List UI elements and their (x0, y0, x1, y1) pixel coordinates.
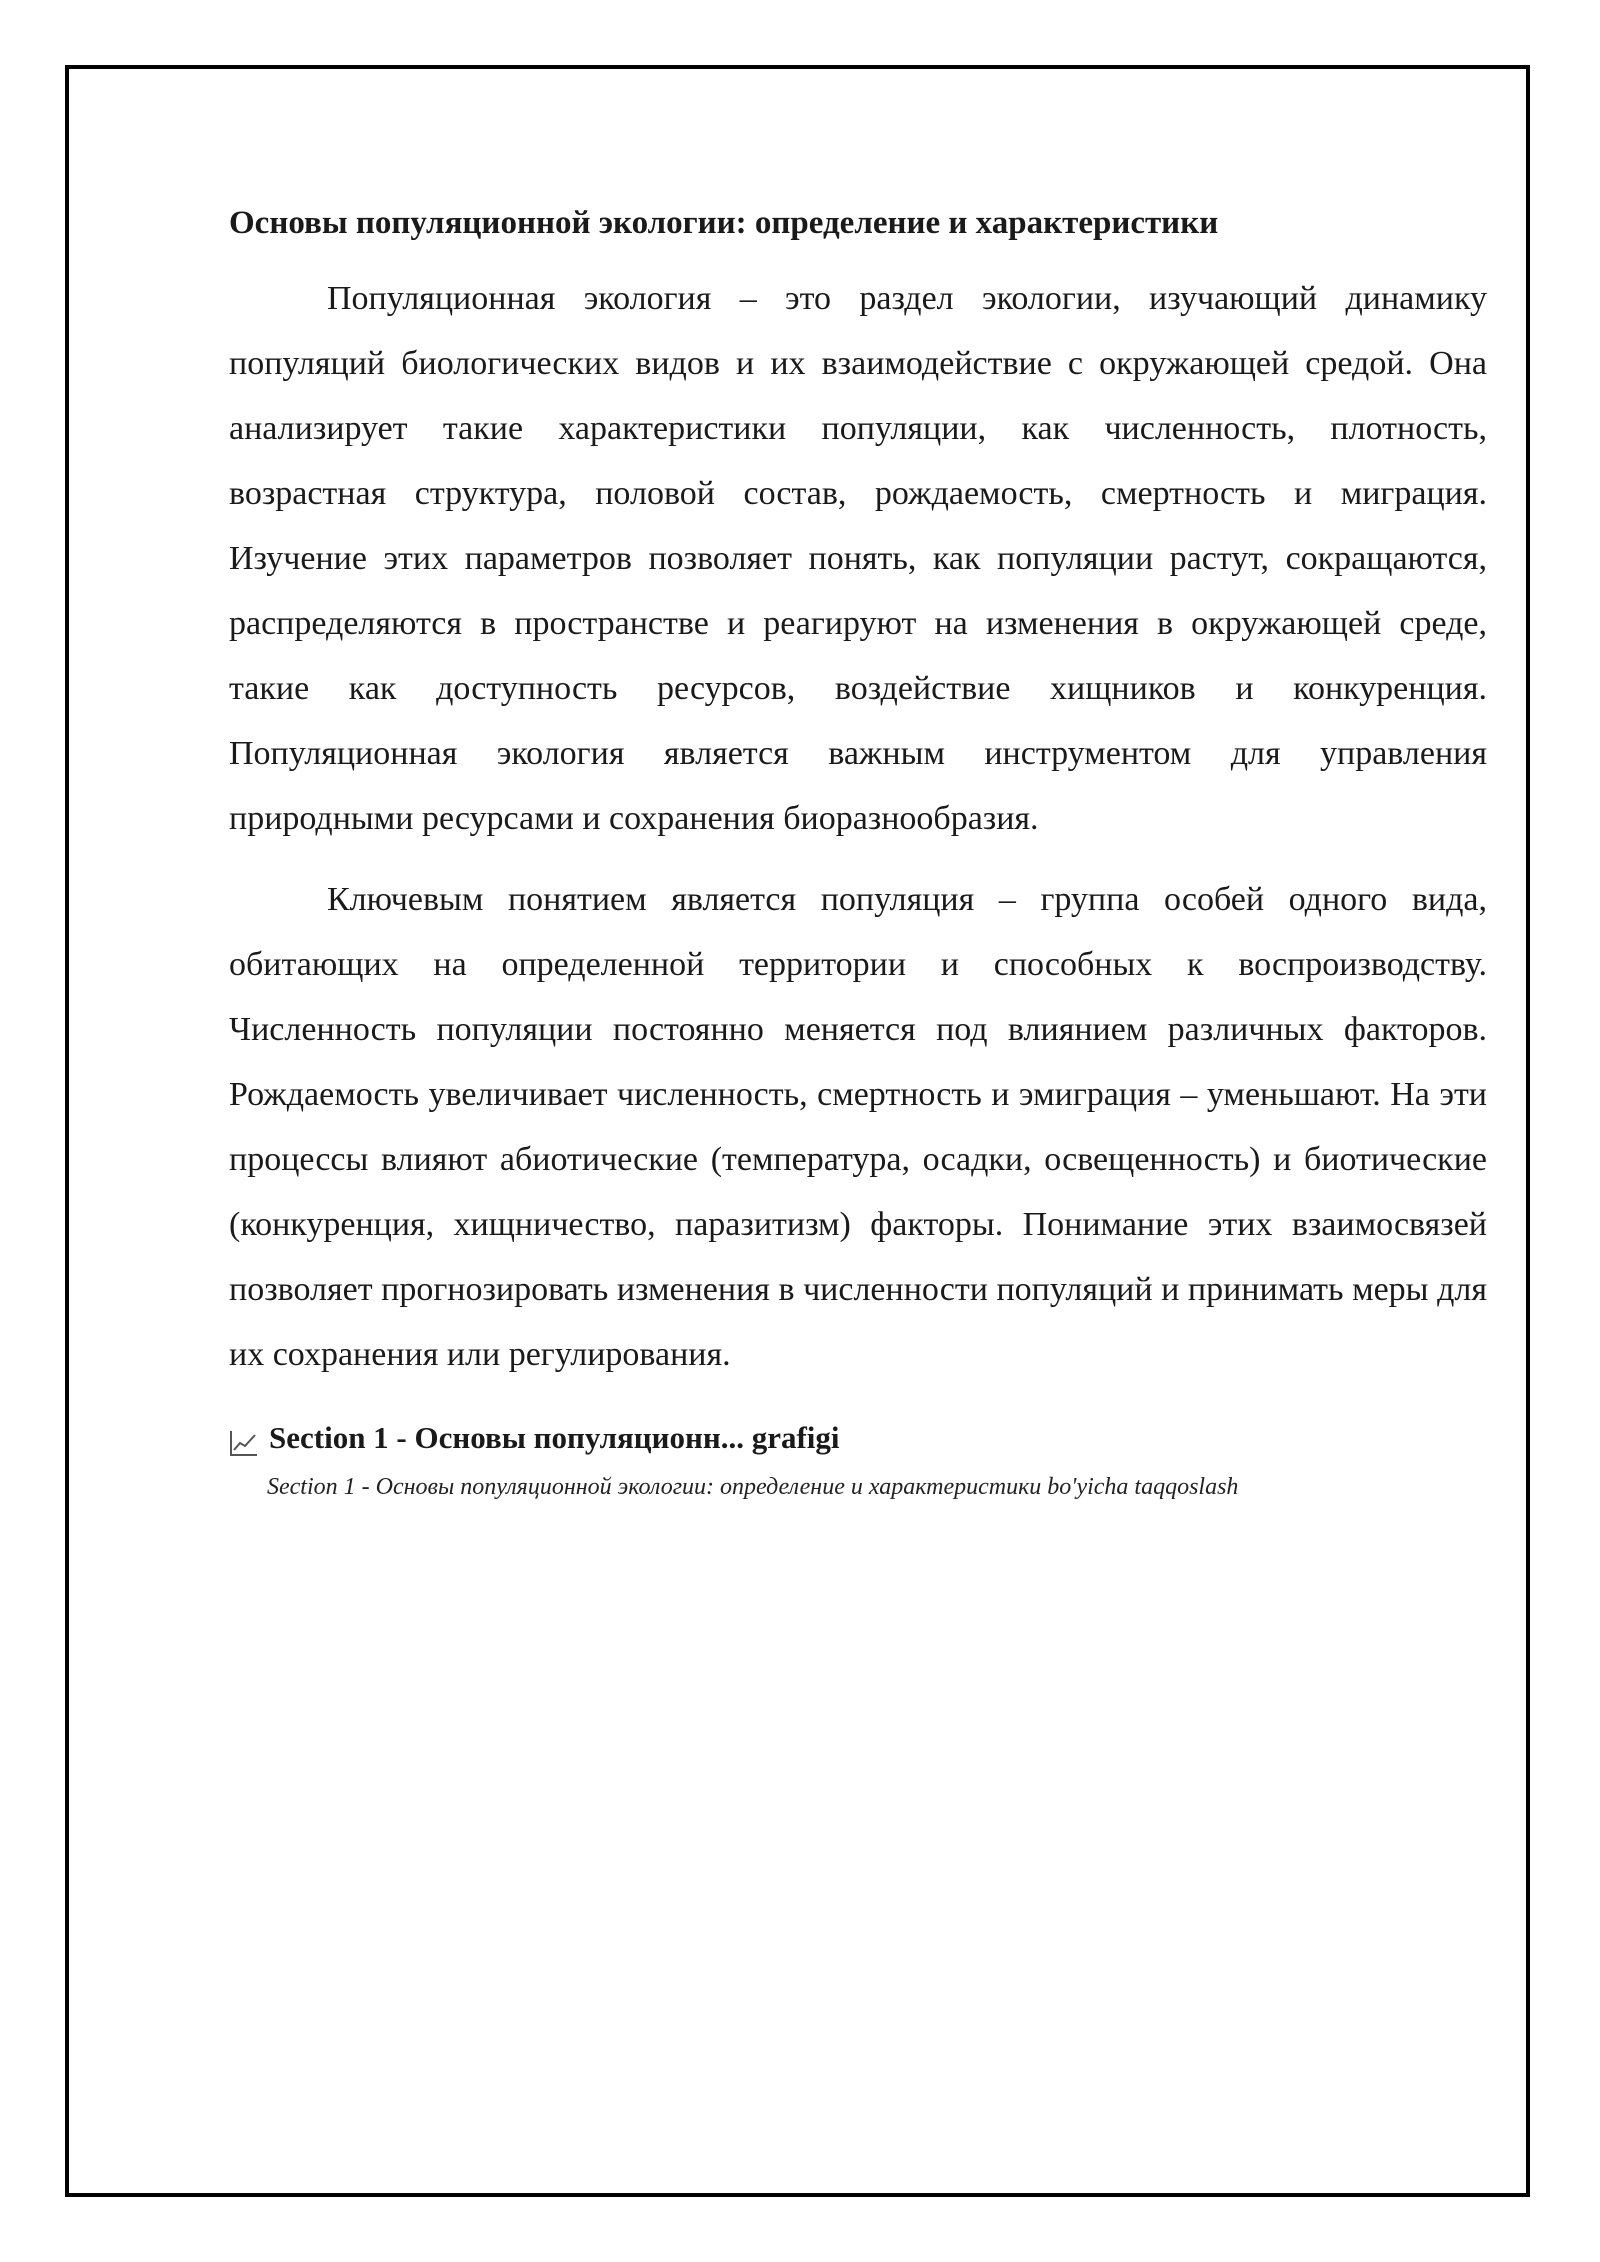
chart-block-title (229, 1415, 1487, 1461)
paragraph-2: Ключевым понятием является популяция – группа особей одного вида, обитающих на определенной территории и способных к воспроизводству. Численность популяции постоянно меняется под влиянием различных факторов. Рождаемость увеличивает численность, смертность и эмиграция – уменьшают. На эти процессы влияют абиотические (температура, осадки, освещенность) и биотические (конкуренция, хищничество, паразитизм) факторы. Понимание этих взаимосвязей позволяет прогнозировать изменения в численности популяций и принимать меры для их сохранения или регулирования. (229, 881, 1487, 1373)
paragraph-1: Популяционная экология – это раздел экологии, изучающий динамику популяций биологических видов и их взаимодействие с окружающей средой. Она анализирует такие характеристики популяции, как численность, плотность, возрастная структура, половой состав, рождаемость, смертность и миграция. Изучение этих параметров позволяет понять, как популяции растут, сокращаются, распределяются в пространстве и реагируют на изменения в окружающей среде, такие как доступность ресурсов, воздействие хищников и конкуренция. Популяционная экология является важным инструментом для управления природными ресурсами и сохранения биоразнообразия. (229, 280, 1487, 837)
document-body (229, 190, 1487, 1505)
chart-title-text: Section 1 - Основы популяционн... grafigi (269, 1420, 840, 1455)
chart-caption: Section 1 - Основы популяционной экологии: определение и характеристики bo'yicha taqqoslash (267, 1474, 1239, 1500)
chart-line-icon (229, 1424, 259, 1452)
section-heading: Основы популяционной экологии: определение и характеристики (229, 205, 1219, 241)
